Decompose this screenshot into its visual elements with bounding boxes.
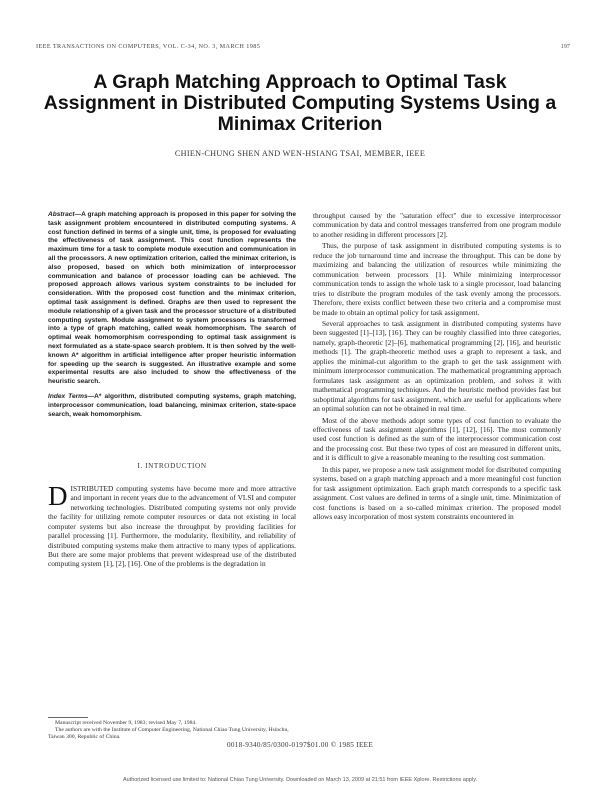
authors-line: CHIEN-CHUNG SHEN AND WEN-HSIANG TSAI, MEMBER, IEEE [174,149,426,158]
page-number: 197 [560,43,570,50]
index-terms [48,393,296,419]
authorized-use-notice: Authorized licensed use limited to: National Chiao Tung University. Downloaded on March 13, 2009 at 21:51 from IEEE Xplore. Restrictions apply. [122,777,478,783]
body-paragraph: throughput caused by the "saturation effect" due to excessive interprocessor communication by data and control messages transferred from one program module to another residing in different processors [2]. [313,211,561,239]
index-terms-lead: Index Terms [48,392,88,400]
abstract-lead: Abstract [48,211,75,218]
section-heading-introduction: I. INTRODUCTION [137,462,207,471]
paper-title: A Graph Matching Approach to Optimal Task Assignment in Distributed Computing Systems Using a Minimax Criterion [43,71,557,135]
footnotes [48,720,296,741]
journal-header: IEEE TRANSACTIONS ON COMPUTERS, VOL. C-34, NO. 3, MARCH 1985 [36,43,261,50]
intro-paragraph [48,480,296,569]
footnote-received: Manuscript received November 9, 1983; revised May 7, 1984. [55,720,197,726]
body-paragraph: Several approaches to task assignment in distributed computing systems have been suggested [1]–[13], [16]. They can be roughly classified into three categories, namely, graph-theoretic [2]–[6], mathematical programming [2], [16], and heuristic methods [1]. The graph-theoretic method uses a graph to represent a task, and applies the minimal-cut algorithm to the graph to get the task assignment with minimum interprocessor communication. The mathematical programming approach formulates task assignment as an optimization problem, and solves it with mathematical programming techniques. And the heuristic method provides fast but suboptimal algorithms for task assignment, which are useful for applications where an optimal solution can not be obtained in real time. [313,318,561,414]
running-head [36,43,570,53]
intro-text: ISTRIBUTED computing systems have become more and more attractive and important in recent years due to the advancement of VLSI and computer networking technologies. Distributed computing systems not only provide the facility for utilizing remote computer resources or data not existing in local computer systems but also increase the throughput by providing facilities for parallel processing [1]. Furthermore, the modularity, flexibility, and reliability of distributed computing systems make them attractive to many types of applications. But there are some major problems that prevent widespread use of the distributed computing system [1], [2], [16]. One of the problems is the degradation in [48,483,296,569]
footnote-affiliation: The authors are with the Institute of Computer Engineering, National Chiao Tung University, Hsinchu, Taiwan 300, Republic of China. [48,727,289,741]
index-terms-text: —A* algorithm, distributed computing systems, graph matching, interprocessor communication, load balancing, minimax criterion, state-space search, weak homomorphism. [48,392,296,418]
body-paragraph: In this paper, we propose a new task assignment model for distributed computing systems, based on a graph matching approach and a more meaningful cost function for task assignment optimization. Each graph match corresponds to a specific task assignment. Cost values are defined in terms of a single unit, time. Minimization of cost functions is based on a so-called minimax criterion. The proposed model allows easy incorporation of most system constraints encountered in [313,464,561,522]
abstract-text: —A graph matching approach is proposed in this paper for solving the task assignment problem encountered in distributed computing systems. A cost function defined in terms of a single unit, time, is proposed for evaluating the effectiveness of task assignment. This cost function represents the maximum time for a task to complete module execution and communication in all the processors. A new optimization criterion, called the minimax criterion, is also proposed, based on which both minimization of interprocessor communication and balance of processor loading can be achieved. The proposed approach allows various system constraints to be included for consideration. With the proposed cost function and the minimax criterion, optimal task assignment is defined. Graphs are then used to represent the module relationship of a given task and the processor structure of a distributed computing system. Module assignment to system processors is transformed into a type of graph matching, called weak homomorphism. The search of optimal weak homomorphism corresponding to optimal task assignment is next formulated as a state-space search problem. It is then solved by the well-known A* algorithm in artificial intelligence after proper heuristic information for speeding up the search is suggested. An illustrative example and some experimental results are also included to show the effectiveness of the heuristic search. [48,211,296,386]
right-column [313,211,561,522]
body-paragraph: Most of the above methods adopt some types of cost function to evaluate the effectiveness of task assignment algorithms [1], [12], [16]. The most commonly used cost function is defined as the sum of the interprocessor communication cost and the processing cost. But these two types of cost are measured in different units, and it is difficult to give a reasonable meaning to the resulting cost summation. [313,415,561,463]
drop-cap: D [48,480,68,511]
left-column [48,211,296,569]
copyright-line: 0018-9340/85/0300-0197$01.00 © 1985 IEEE [226,741,374,749]
footnote-rule [48,717,88,718]
body-paragraph: Thus, the purpose of task assignment in distributed computing systems is to reduce the job turnaround time and increase the throughput. This can be done by maximizing and balancing the utilization of resources while minimizing the communication between processors [1]. While minimizing interprocessor communication tends to assign the whole task to a single processor, load balancing tries to distribute the program modules of the task evenly among the processors. Therefore, there exists conflict between these two criteria and a compromise must be made to obtain an optimal policy for task assignment. [313,241,561,317]
abstract [48,211,296,387]
